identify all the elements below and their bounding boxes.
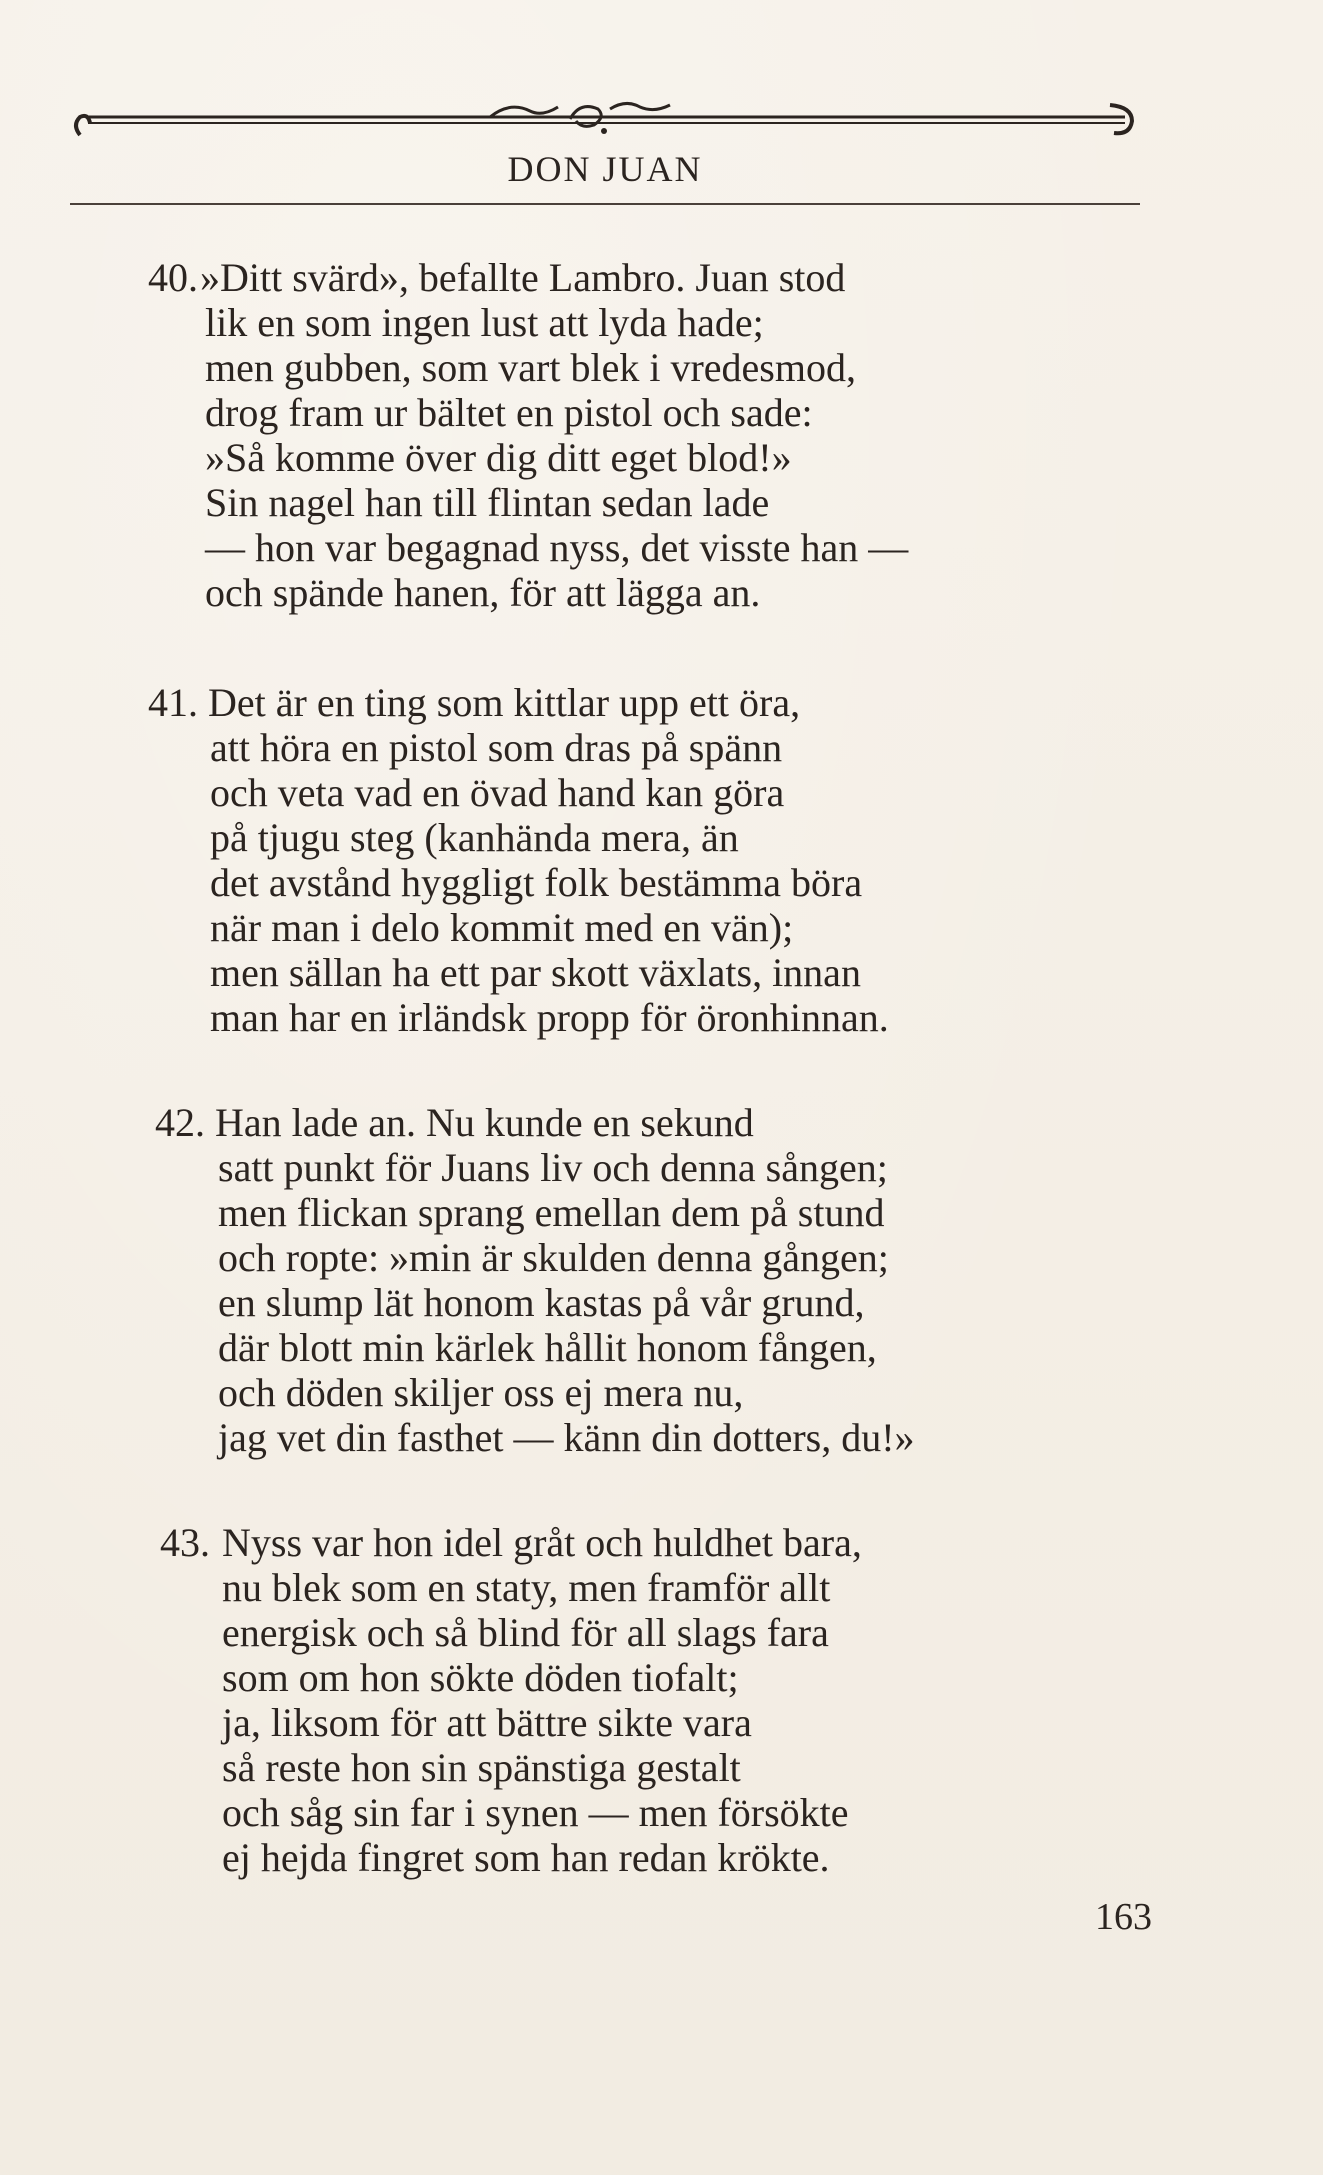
verse-line: så reste hon sin spänstiga gestalt (222, 1745, 741, 1790)
verse-line: och döden skiljer oss ej mera nu, (218, 1370, 744, 1415)
verse-line: »Så komme över dig ditt eget blod!» (205, 435, 792, 480)
verse-line: på tjugu steg (kanhända mera, än (210, 815, 739, 860)
verse-line: satt punkt för Juans liv och denna sången; (218, 1145, 888, 1190)
verse-line: och såg sin far i synen — men försökte (222, 1790, 849, 1835)
verse-line: och spände hanen, för att lägga an. (205, 570, 761, 615)
verse-line: där blott min kärlek hållit honom fången, (218, 1325, 877, 1370)
verse-line: men flickan sprang emellan dem på stund (218, 1190, 885, 1235)
verse-line: nu blek som en staty, men framför allt (222, 1565, 831, 1610)
verse-line: att höra en pistol som dras på spänn (210, 725, 783, 770)
verse-line: det avstånd hyggligt folk bestämma böra (210, 860, 863, 905)
verse-line: som om hon sökte döden tiofalt; (222, 1655, 739, 1700)
verse-line: Det är en ting som kittlar upp ett öra, (208, 680, 801, 725)
verse-line: energisk och så blind för all slags fara (222, 1610, 829, 1655)
verse-line: — hon var begagnad nyss, det visste han — (205, 525, 909, 570)
verse-line: Nyss var hon idel gråt och huldhet bara, (222, 1520, 862, 1565)
verse-line: Sin nagel han till flintan sedan lade (205, 480, 770, 525)
stanza-number: 41. (148, 680, 198, 725)
stanza-number: 40. (148, 255, 198, 300)
verse-line: lik en som ingen lust att lyda hade; (205, 300, 764, 345)
verse-line: en slump lät honom kastas på vår grund, (218, 1280, 865, 1325)
header-ornament-icon (70, 95, 1140, 155)
running-title: DON JUAN (507, 149, 703, 189)
verse-line: jag vet din fasthet — känn din dotters, du!» (218, 1415, 915, 1460)
stanza-number: 43. (160, 1520, 210, 1565)
verse-line: men sällan ha ett par skott växlats, innan (210, 950, 861, 995)
verse-line: ej hejda fingret som han redan krökte. (222, 1835, 830, 1880)
verse-line: Han lade an. Nu kunde en sekund (215, 1100, 754, 1145)
stanza-number: 42. (155, 1100, 205, 1145)
verse-line: och ropte: »min är skulden denna gången; (218, 1235, 889, 1280)
verse-line: men gubben, som vart blek i vredesmod, (205, 345, 856, 390)
verse-line: man har en irländsk propp för öronhinnan. (210, 995, 889, 1040)
page-number: 163 (1095, 1896, 1152, 1938)
verse-line: när man i delo kommit med en vän); (210, 905, 794, 950)
verse-line: ja, liksom för att bättre sikte vara (222, 1700, 752, 1745)
verse-line: drog fram ur bältet en pistol och sade: (205, 390, 813, 435)
header-divider (70, 203, 1140, 205)
verse-line: och veta vad en övad hand kan göra (210, 770, 785, 815)
verse-line: »Ditt svärd», befallte Lambro. Juan stod (200, 255, 846, 300)
